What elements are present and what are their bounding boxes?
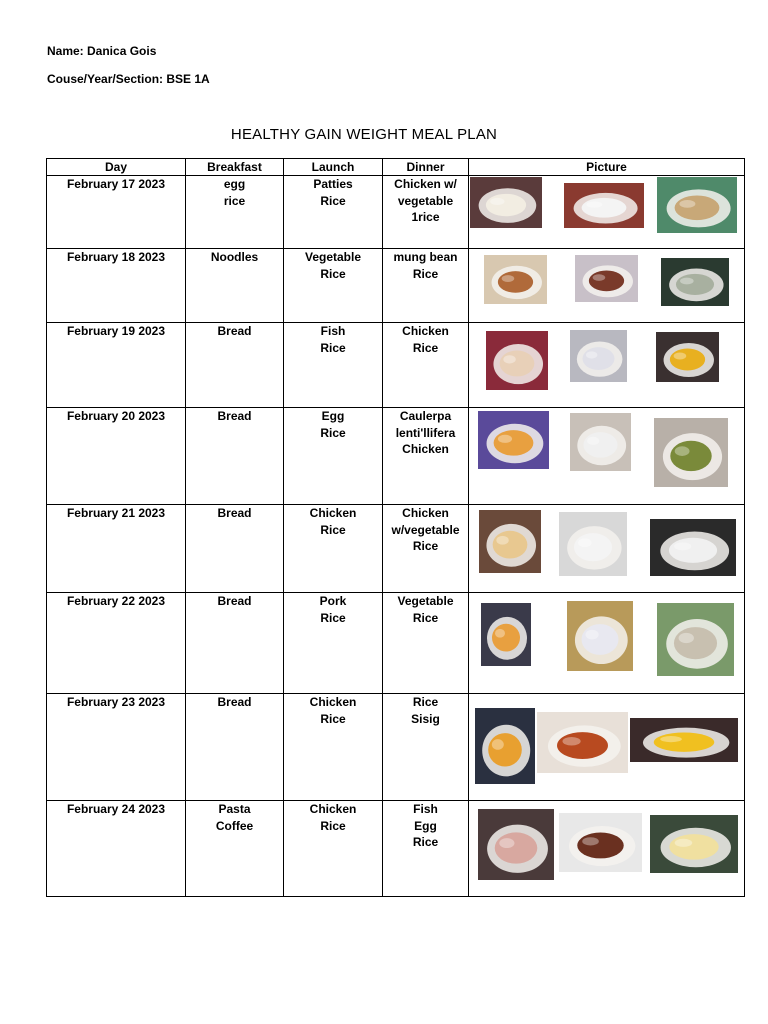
day-cell xyxy=(47,801,186,897)
day-cell xyxy=(47,176,186,249)
table-row xyxy=(47,323,745,408)
meal-photo xyxy=(537,712,628,773)
dinner-cell-line: vegetable xyxy=(397,193,454,208)
breakfast-cell xyxy=(186,323,284,408)
dinner-cell-line: Caulerpa xyxy=(399,409,452,423)
dinner-cell-line: lenti'llifera xyxy=(395,425,456,440)
dinner-cell xyxy=(383,505,469,593)
dinner-cell xyxy=(383,176,469,249)
lunch-cell-line: Fish xyxy=(320,324,346,338)
meal-photo xyxy=(479,510,541,573)
picture-cell xyxy=(469,323,745,408)
table-row xyxy=(47,593,745,694)
meal-photo xyxy=(575,255,638,302)
lunch-cell-line: Pork xyxy=(319,594,347,608)
day-label: February 24 2023 xyxy=(66,802,166,816)
dinner-cell-line: Sisig xyxy=(411,711,440,726)
meal-photo xyxy=(564,183,644,228)
breakfast-cell xyxy=(186,408,284,505)
meal-photo xyxy=(650,519,736,576)
meal-photo xyxy=(657,603,734,676)
breakfast-cell-line: Bread xyxy=(217,594,252,608)
dinner-cell-line: mung bean xyxy=(393,250,458,264)
dinner-cell-line: Chicken xyxy=(402,324,449,338)
day-label: February 19 2023 xyxy=(66,324,166,338)
column-header-picture: Picture xyxy=(469,159,745,176)
dinner-cell-line: w/vegetable xyxy=(391,522,460,537)
dinner-cell-line: Rice xyxy=(412,266,439,281)
dinner-cell-line: Rice xyxy=(412,340,439,355)
lunch-cell xyxy=(284,505,383,593)
breakfast-cell xyxy=(186,249,284,323)
lunch-cell-line: Egg xyxy=(321,409,345,423)
meal-photo xyxy=(657,177,737,233)
picture-cell xyxy=(469,249,745,323)
day-cell xyxy=(47,249,186,323)
meal-photo xyxy=(481,603,531,666)
lunch-cell xyxy=(284,694,383,801)
lunch-cell-line: Rice xyxy=(320,818,346,833)
meal-photo xyxy=(559,813,642,872)
lunch-cell xyxy=(284,801,383,897)
lunch-cell xyxy=(284,323,383,408)
picture-cell xyxy=(469,505,745,593)
dinner-cell xyxy=(383,801,469,897)
table-row xyxy=(47,801,745,897)
lunch-cell-line: Rice xyxy=(320,193,346,208)
dinner-cell-line: 1rice xyxy=(411,210,440,224)
breakfast-cell xyxy=(186,176,284,249)
meal-plan-table xyxy=(46,158,745,897)
dinner-cell xyxy=(383,323,469,408)
meal-photo xyxy=(478,809,554,880)
breakfast-cell xyxy=(186,593,284,694)
day-cell xyxy=(47,593,186,694)
day-cell xyxy=(47,323,186,408)
lunch-cell xyxy=(284,249,383,323)
dinner-cell-line: Egg xyxy=(414,818,437,833)
dinner-cell-line: Chicken w/ xyxy=(394,177,457,191)
day-label: February 23 2023 xyxy=(66,695,166,709)
day-label: February 17 2023 xyxy=(66,177,166,191)
dinner-cell xyxy=(383,694,469,801)
lunch-cell-line: Rice xyxy=(320,340,346,355)
column-header-lunch: Launch xyxy=(284,159,383,176)
day-cell xyxy=(47,408,186,505)
breakfast-cell-line: Bread xyxy=(217,506,252,520)
dinner-cell-line: Rice xyxy=(412,539,439,553)
table-row xyxy=(47,505,745,593)
table-row xyxy=(47,176,745,249)
lunch-cell-line: Rice xyxy=(320,425,346,440)
dinner-cell-line: Fish xyxy=(413,802,438,816)
meal-photo xyxy=(654,418,728,487)
meal-photo xyxy=(470,177,542,228)
picture-cell xyxy=(469,593,745,694)
lunch-cell-line: Chicken xyxy=(309,802,357,816)
dinner-cell xyxy=(383,249,469,323)
dinner-cell xyxy=(383,408,469,505)
meal-photo xyxy=(486,331,548,390)
breakfast-cell-line: Pasta xyxy=(218,802,251,816)
dinner-cell-line: Chicken xyxy=(402,442,449,456)
lunch-cell xyxy=(284,176,383,249)
breakfast-cell-line: egg xyxy=(223,177,246,191)
meal-photo xyxy=(630,718,738,762)
dinner-cell-line: Vegetable xyxy=(397,594,454,608)
picture-cell xyxy=(469,408,745,505)
meal-photo xyxy=(567,601,633,671)
meal-photo xyxy=(570,413,631,471)
lunch-cell-line: Rice xyxy=(320,610,346,625)
breakfast-cell xyxy=(186,694,284,801)
lunch-cell-line: Vegetable xyxy=(304,250,362,264)
day-label: February 18 2023 xyxy=(66,250,166,264)
picture-cell xyxy=(469,694,745,801)
day-cell xyxy=(47,694,186,801)
table-row xyxy=(47,694,745,801)
dinner-cell-line: Rice xyxy=(412,610,439,625)
day-label: February 20 2023 xyxy=(66,409,166,423)
page-title: HEALTHY GAIN WEIGHT MEAL PLAN xyxy=(230,126,498,143)
dinner-cell xyxy=(383,593,469,694)
breakfast-cell xyxy=(186,801,284,897)
day-label: February 22 2023 xyxy=(66,594,166,608)
picture-cell xyxy=(469,801,745,897)
meal-photo xyxy=(570,330,627,382)
meal-photo xyxy=(650,815,738,873)
table-row xyxy=(47,249,745,323)
picture-cell xyxy=(469,176,745,249)
meal-photo xyxy=(559,512,627,576)
breakfast-cell-line: Coffee xyxy=(215,818,254,833)
lunch-cell-line: Rice xyxy=(320,522,346,537)
student-name: Name: Danica Gois xyxy=(47,44,157,58)
breakfast-cell-line: Bread xyxy=(217,409,252,423)
course-year-section: Couse/Year/Section: BSE 1A xyxy=(47,72,210,86)
meal-photo xyxy=(484,255,547,304)
meal-photo xyxy=(475,708,535,784)
lunch-cell-line: Chicken xyxy=(309,695,357,709)
dinner-cell-line: Rice xyxy=(412,835,439,849)
lunch-cell-line: Patties xyxy=(313,177,353,191)
meal-photo xyxy=(478,411,549,469)
meal-photo xyxy=(661,258,729,306)
lunch-cell xyxy=(284,408,383,505)
lunch-cell-line: Chicken xyxy=(309,506,357,520)
table-row xyxy=(47,408,745,505)
breakfast-cell xyxy=(186,505,284,593)
lunch-cell-line: Rice xyxy=(320,711,346,726)
table-header-row xyxy=(47,159,745,176)
breakfast-cell-line: rice xyxy=(223,193,246,208)
lunch-cell-line: Rice xyxy=(320,266,346,281)
breakfast-cell-line: Bread xyxy=(217,324,252,338)
dinner-cell-line: Rice xyxy=(412,695,439,709)
day-cell xyxy=(47,505,186,593)
column-header-breakfast: Breakfast xyxy=(186,159,284,176)
column-header-day: Day xyxy=(47,159,186,176)
breakfast-cell-line: Bread xyxy=(217,695,252,709)
dinner-cell-line: Chicken xyxy=(402,506,449,520)
lunch-cell xyxy=(284,593,383,694)
column-header-dinner: Dinner xyxy=(383,159,469,176)
meal-photo xyxy=(656,332,719,382)
breakfast-cell-line: Noodles xyxy=(210,250,259,264)
day-label: February 21 2023 xyxy=(66,506,166,520)
